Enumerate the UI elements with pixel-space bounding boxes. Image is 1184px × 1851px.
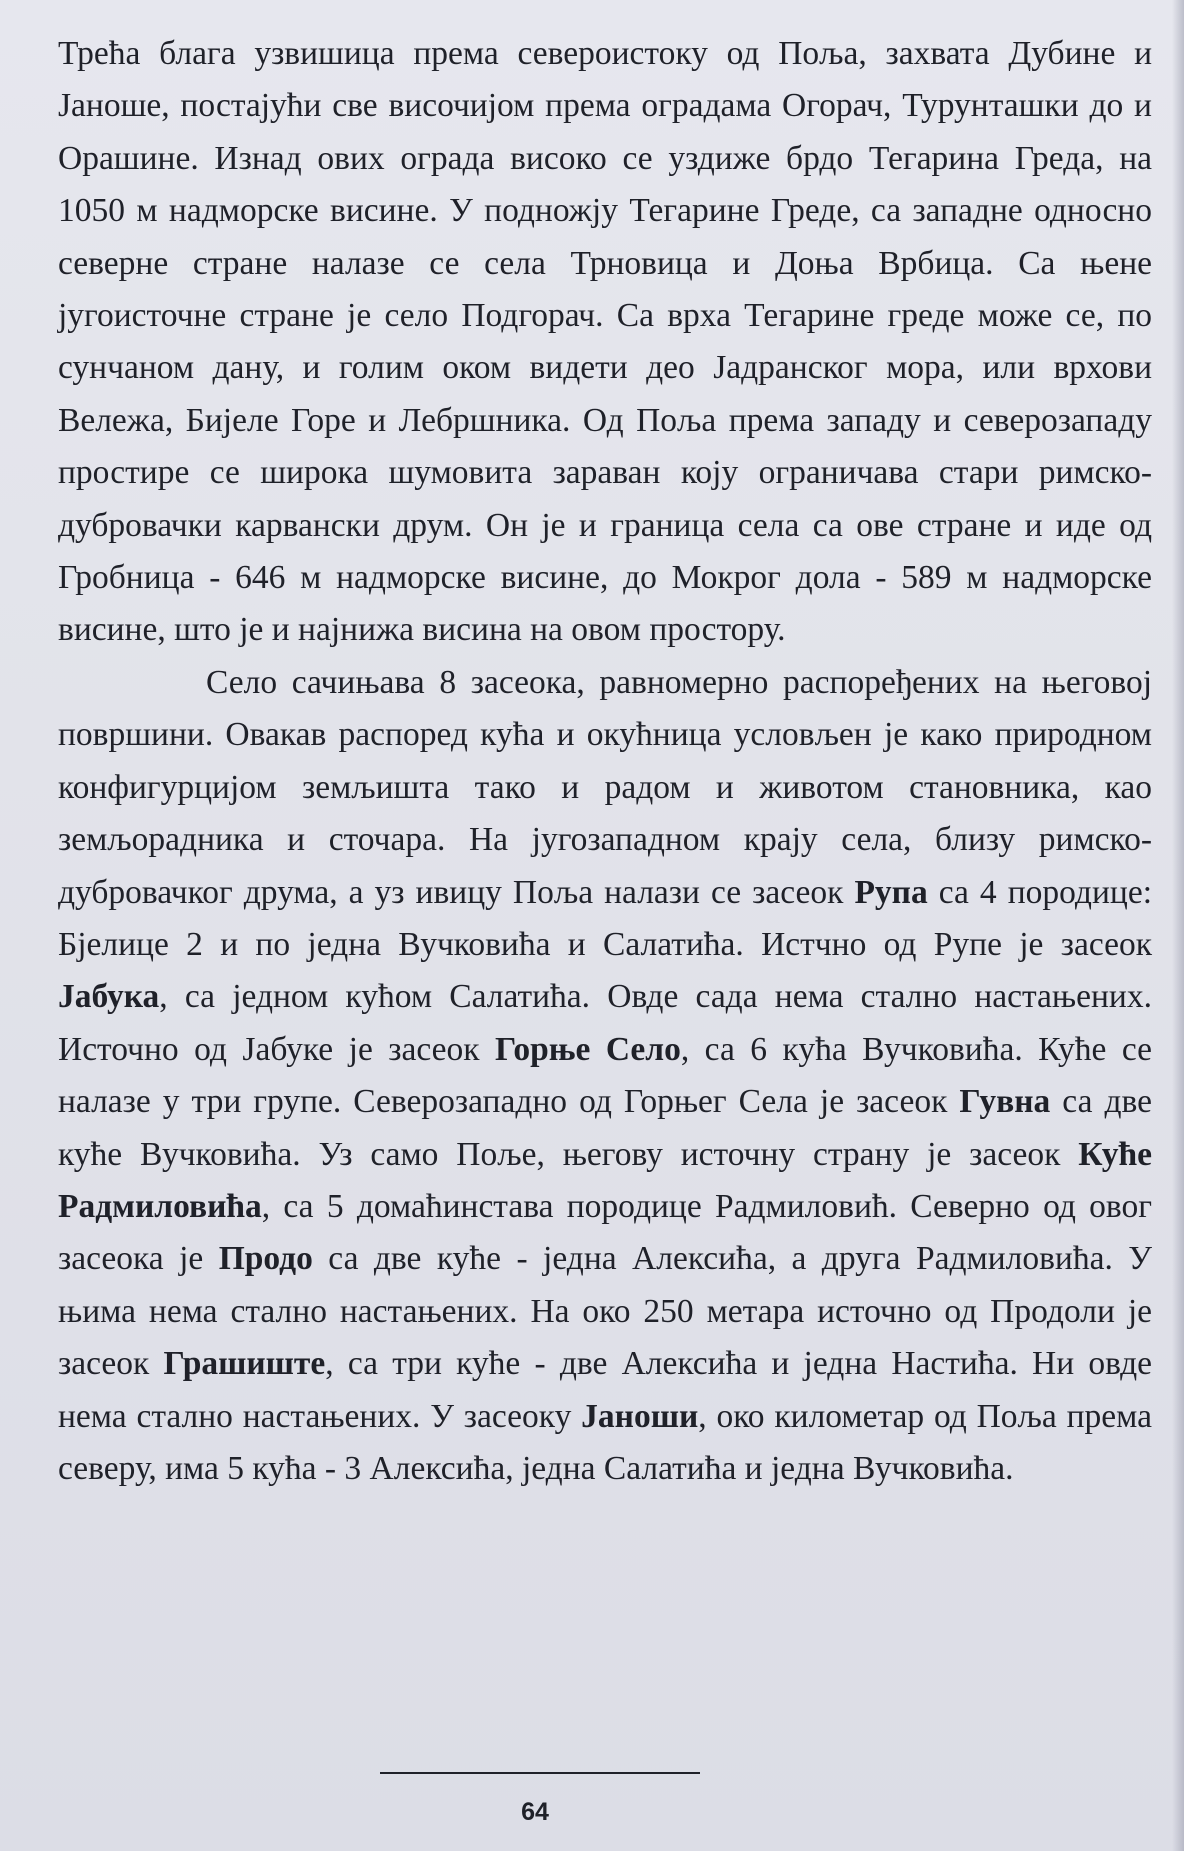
hamlet-name-prodo: Продо: [218, 1240, 313, 1278]
body-text: [58, 28, 1152, 1495]
hamlet-name-grasiste: Грашиште: [163, 1345, 326, 1383]
footer-rule: [380, 1772, 700, 1774]
page-edge-shadow: [1172, 0, 1184, 1851]
text-run: са две куће Вучковића. Уз само Поље, његову источну страну је засеок: [58, 1083, 1152, 1173]
hamlet-name-jabuka: Јабука: [58, 978, 160, 1016]
hamlet-name-guvna: Гувна: [959, 1083, 1051, 1121]
text-run: , са три куће - две Алексића и једна Настића. Ни овде нема стално настањених. У засеоку: [58, 1345, 1152, 1435]
hamlet-name-gornje-selo: Горње Село: [495, 1030, 681, 1068]
hamlet-name-kuce-radmilovica: Куће Радмиловића: [58, 1135, 1152, 1225]
paragraph-2: [58, 657, 1152, 1496]
text-run: , са 5 домаћинстава породице Радмиловић. Северно од овог засеока је: [58, 1187, 1152, 1278]
hamlet-name-rupa: Рупа: [854, 873, 928, 911]
text-run: Село сачињава 8 засеока, равномерно распоређених на његовој површини. Овакав распоред кућа и окућница условљен је како природном конфигурцијом земљишта тако и радом и животом становника, као земљорадника и сточара. На југозападном крају села, близу римско-дубровачког друма, а уз ивицу Поља налази се засеок: [58, 663, 1152, 911]
paragraph-1: Трећа блага узвишица према североистоку од Поља, захвата Дубине и Јаноше, постајући све височијом према оградама Огорач, Турунташки до и Орашине. Изнад ових ограда високо се уздиже брдо Тегарина Греда, на 1050 м надморске висине. У подножју Тегарине Греде, са западне односно северне стране налазе се села Трновица и Доња Врбица. Са њене југоисточне стране је село Подгорач. Са врха Тегарине греде може се, по сунчаном дану, и голим оком видети део Јадранског мора, или врхови Вележа, Бијеле Горе и Лебршника. Од Поља према западу и северозападу простире се широка шумовита зараван коју ограничава стари римско-дубровачки карвански друм. Он је и граница села са ове стране и иде од Гробница - 646 м надморске висине, до Мокрог дола - 589 м надморске висине, што је и најнижа висина на овом простору.: [58, 35, 1152, 649]
text-run: са 4 породице: Бјелице 2 и по једна Вучковића и Салатића. Истчно од Рупе је засеок: [58, 873, 1153, 963]
hamlet-name-janosi: Јаноши: [581, 1397, 699, 1435]
text-run: , са 6 кућа Вучковића. Куће се налазе у три групе. Северозападно од Горњег Села је засеок: [58, 1030, 1152, 1121]
page-number: 64: [521, 1798, 549, 1826]
text-run: са две куће - једна Алексића, а друга Радмиловића. У њима нема стално настањених. На око 250 метара источно од Продоли је засеок: [58, 1240, 1152, 1383]
text-run: , са једном кућом Салатића. Овде сада нема стално настањених. Источно од Јабуке је засеок: [58, 978, 1152, 1068]
text-run: , око километар од Поља према северу, има 5 кућа - 3 Алексића, једна Салатића и једна Вучковића.: [58, 1397, 1152, 1487]
